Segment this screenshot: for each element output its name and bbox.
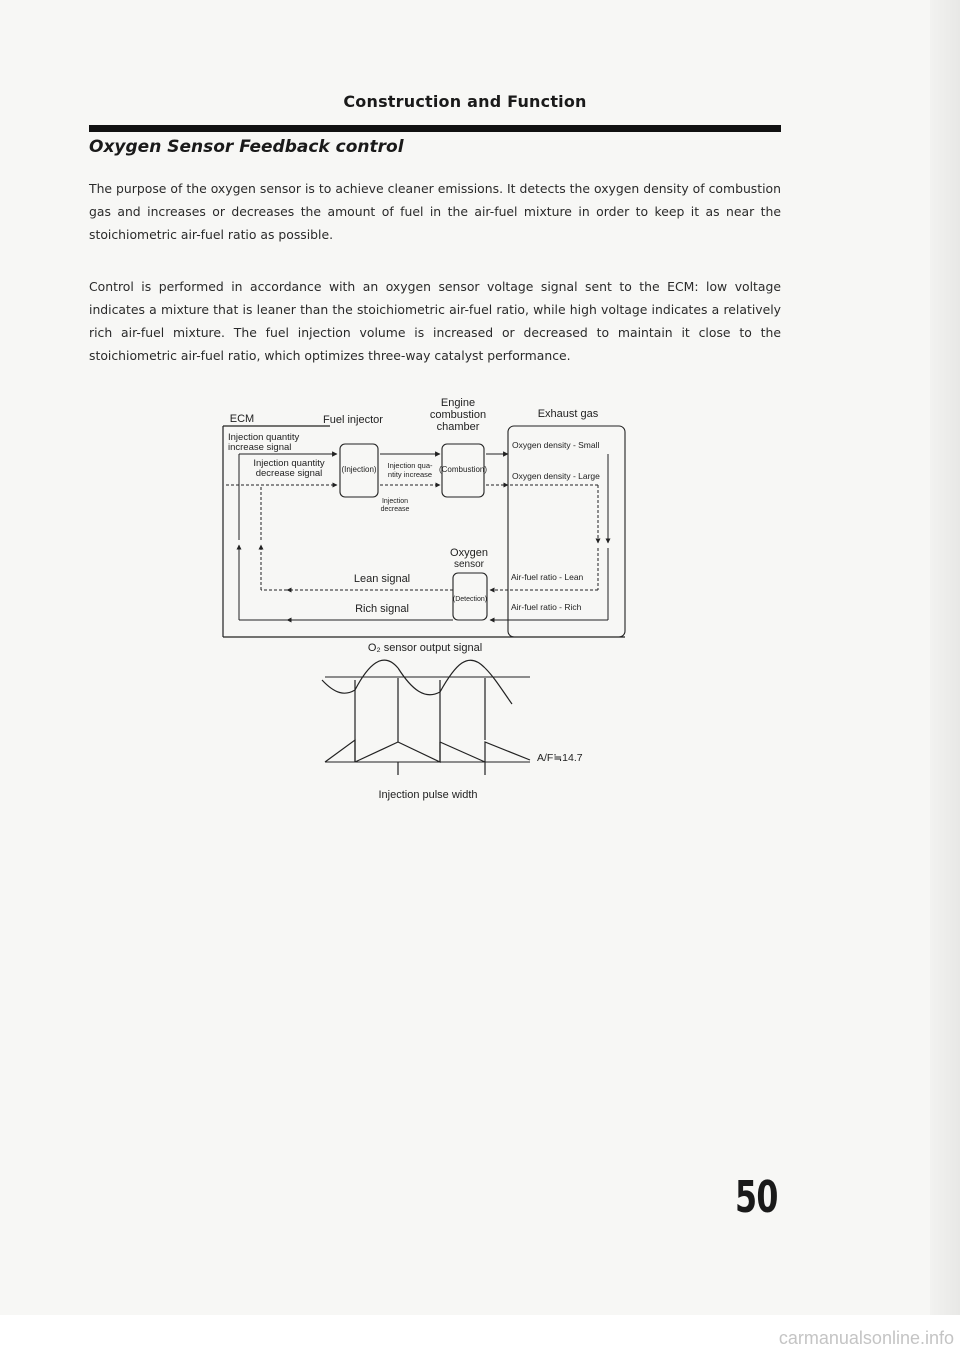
injection-pulse-width-label: Injection pulse width (378, 789, 478, 801)
oxygen-sensor-line2: sensor (453, 559, 485, 570)
decrease-signal-line1: Injection quantity (253, 458, 325, 469)
exhaust-gas-label: Exhaust gas (537, 408, 599, 420)
ecm-label: ECM (229, 413, 255, 425)
oxygen-density-small: Oxygen density - Small (512, 440, 600, 450)
increase-signal-line2: increase signal (228, 442, 292, 453)
combustion-box-label: (Combustion) (438, 465, 488, 474)
lean-signal-label: Lean signal (353, 573, 411, 585)
increase-signal-line1: Injection quantity (228, 432, 300, 443)
qty-decrease-line2: decrease (380, 506, 410, 513)
section-title: Oxygen Sensor Feedback control (89, 137, 404, 157)
watermark-text: carmanualsonline.info (778, 1328, 954, 1348)
header-rule (89, 125, 781, 132)
detection-box-label: (Detection) (452, 596, 488, 603)
fuel-injector-label: Fuel injector (323, 414, 383, 426)
rich-signal-label: Rich signal (355, 603, 409, 615)
paragraph-control: Control is performed in accordance with an oxygen sensor voltage signal sent to the ECM: low voltage indicates a mixture that is leaner than the stoichiometric air-fuel ratio, while high voltage indicates a relatively rich air-fuel mixture. The fuel injection volume is increased or decreased to maintain it close to the stoichiometric air-fuel ratio, which optimizes three-way catalyst performance. (89, 279, 781, 363)
decrease-signal-line2: decrease signal (255, 468, 323, 479)
injection-pulse-waveform (325, 740, 530, 775)
qty-increase-line2: ntity increase (387, 470, 433, 479)
oxygen-density-large: Oxygen density - Large (512, 471, 600, 481)
oxygen-sensor-line1: Oxygen (450, 547, 488, 559)
o2-output-signal-label: O₂ sensor output signal (367, 642, 483, 654)
af-ratio-rich: Air-fuel ratio - Rich (511, 602, 582, 612)
paragraph-purpose: The purpose of the oxygen sensor is to achieve cleaner emissions. It detects the oxygen density of combustion gas and increases or decreases the amount of fuel in the air-fuel mixture in order to keep it as near the stoichiometric air-fuel ratio as possible. (89, 181, 781, 242)
o2-output-waveform (322, 660, 530, 762)
page-number: 50 (735, 1172, 778, 1223)
af-ratio-lean: Air-fuel ratio - Lean (511, 572, 584, 582)
combustion-label-line3: chamber (436, 421, 480, 433)
combustion-label-line1: Engine (440, 397, 476, 409)
qty-decrease-line1: Injection (381, 498, 409, 505)
page-header: Construction and Function (343, 92, 587, 111)
af-ratio-label: A/F≒14.7 (537, 752, 583, 764)
feedback-control-diagram (0, 380, 930, 820)
page-edge-shadow (930, 0, 960, 1315)
injection-box-label: (Injection) (341, 465, 377, 474)
qty-increase-line1: Injection qua- (387, 461, 433, 470)
combustion-label-line2: combustion (429, 409, 487, 421)
